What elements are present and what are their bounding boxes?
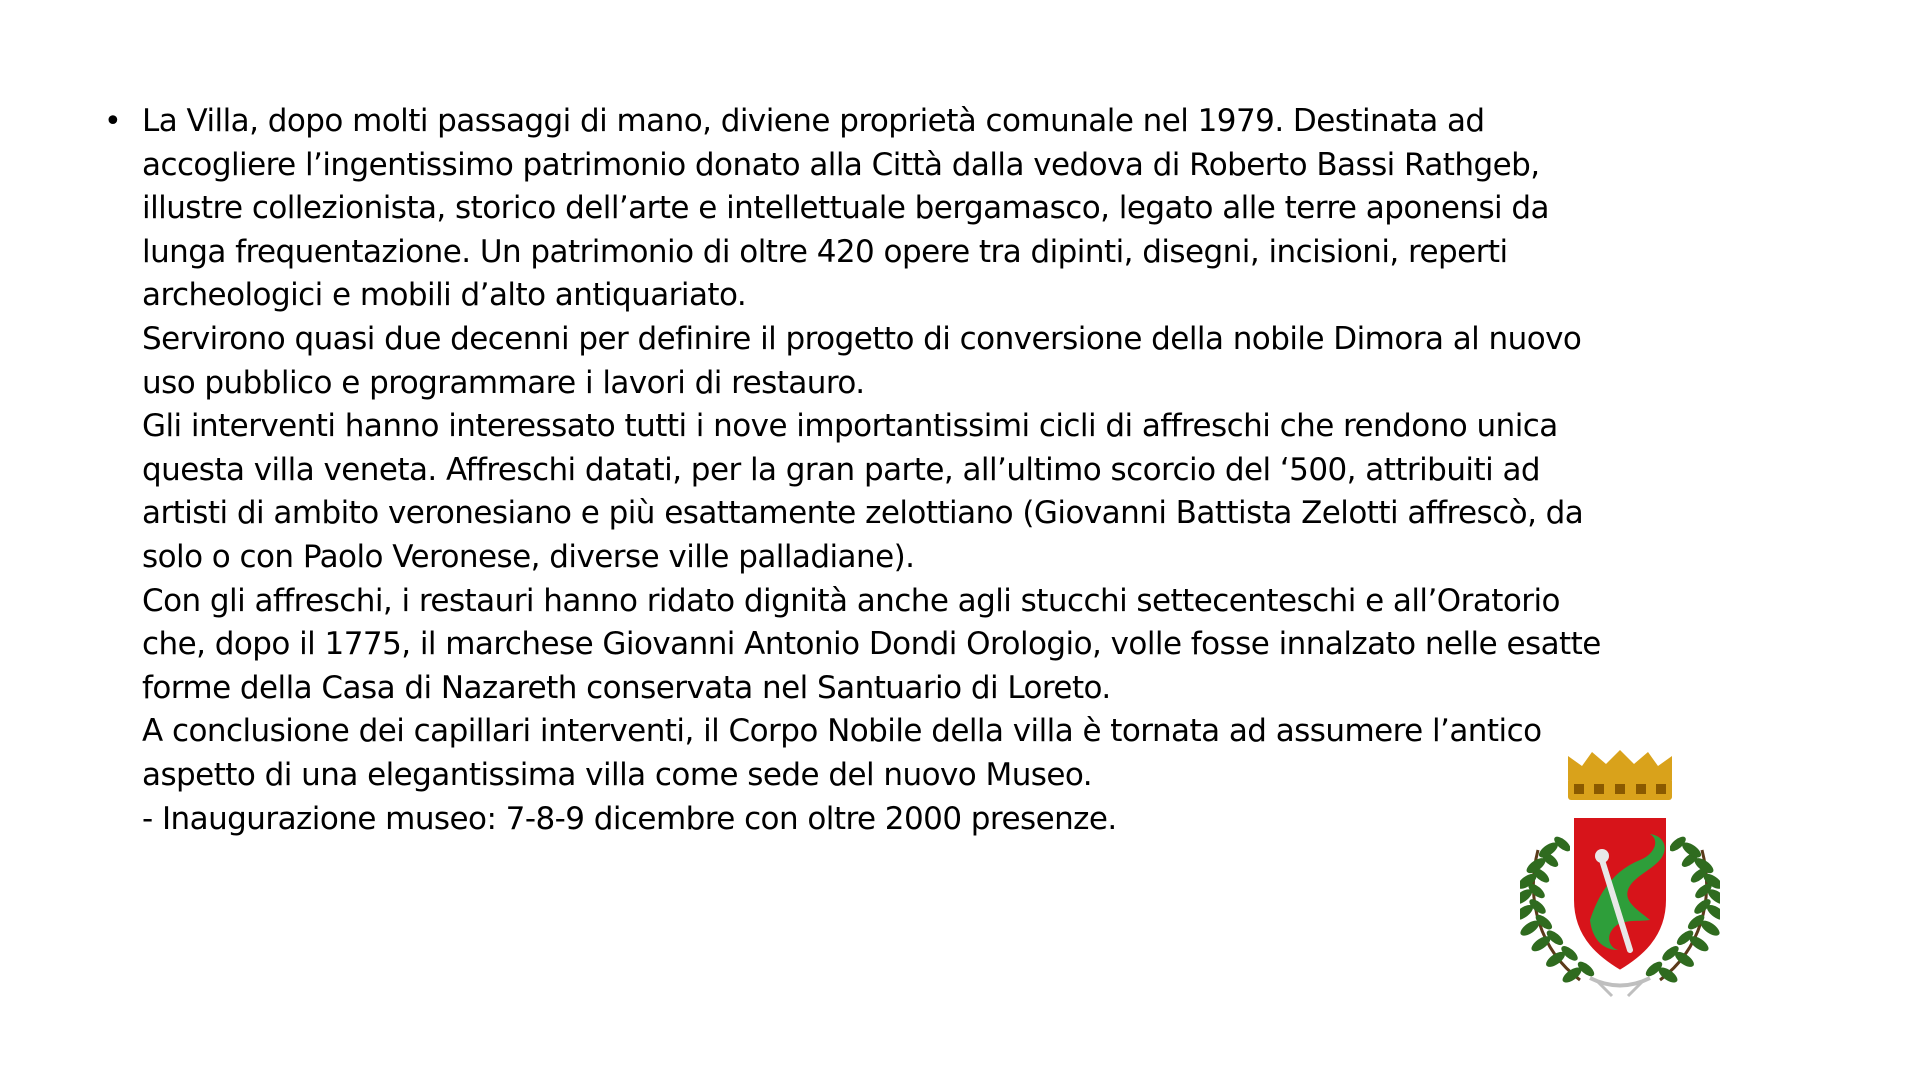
text-line: archeologici e mobili d’alto antiquariato.: [142, 277, 747, 314]
text-line: questa villa veneta. Affreschi datati, per la gran parte, all’ultimo scorcio del ‘500, attribuiti ad: [142, 451, 1541, 488]
text-line: aspetto di una elegantissima villa come sede del nuovo Museo.: [142, 756, 1093, 793]
text-line: Gli interventi hanno interessato tutti i nove importantissimi cicli di affreschi che rendono unica: [142, 408, 1558, 445]
text-line: lunga frequentazione. Un patrimonio di oltre 420 opere tra dipinti, disegni, incisioni, reperti: [142, 233, 1508, 270]
text-line: accogliere l’ingentissimo patrimonio donato alla Città dalla vedova di Roberto Bassi Rathgeb,: [142, 146, 1540, 183]
paragraph-text: [142, 100, 1762, 841]
coat-of-arms-icon: [1520, 750, 1720, 1000]
text-line: Con gli affreschi, i restauri hanno ridato dignità anche agli stucchi settecenteschi e all’Oratorio: [142, 582, 1560, 619]
text-line: Servirono quasi due decenni per definire il progetto di conversione della nobile Dimora al nuovo: [142, 320, 1582, 357]
text-line: che, dopo il 1775, il marchese Giovanni Antonio Dondi Orologio, volle fosse innalzato nelle esatte: [142, 626, 1601, 663]
text-line: uso pubblico e programmare i lavori di restauro.: [142, 364, 865, 401]
text-line: - Inaugurazione museo: 7-8-9 dicembre con oltre 2000 presenze.: [142, 800, 1117, 837]
text-line: A conclusione dei capillari interventi, il Corpo Nobile della villa è tornata ad assumere l’antico: [142, 713, 1542, 750]
crown-icon: [1568, 750, 1672, 800]
text-line: solo o con Paolo Veronese, diverse ville palladiane).: [142, 538, 915, 575]
text-line: forme della Casa di Nazareth conservata nel Santuario di Loreto.: [142, 669, 1111, 706]
text-line: illustre collezionista, storico dell’arte e intellettuale bergamasco, legato alle terre aponensi da: [142, 190, 1550, 227]
text-line: artisti di ambito veronesiano e più esattamente zelottiano (Giovanni Battista Zelotti affrescò, da: [142, 495, 1584, 532]
text-line: La Villa, dopo molti passaggi di mano, diviene proprietà comunale nel 1979. Destinata ad: [142, 103, 1485, 139]
bullet-marker: •: [104, 104, 122, 139]
